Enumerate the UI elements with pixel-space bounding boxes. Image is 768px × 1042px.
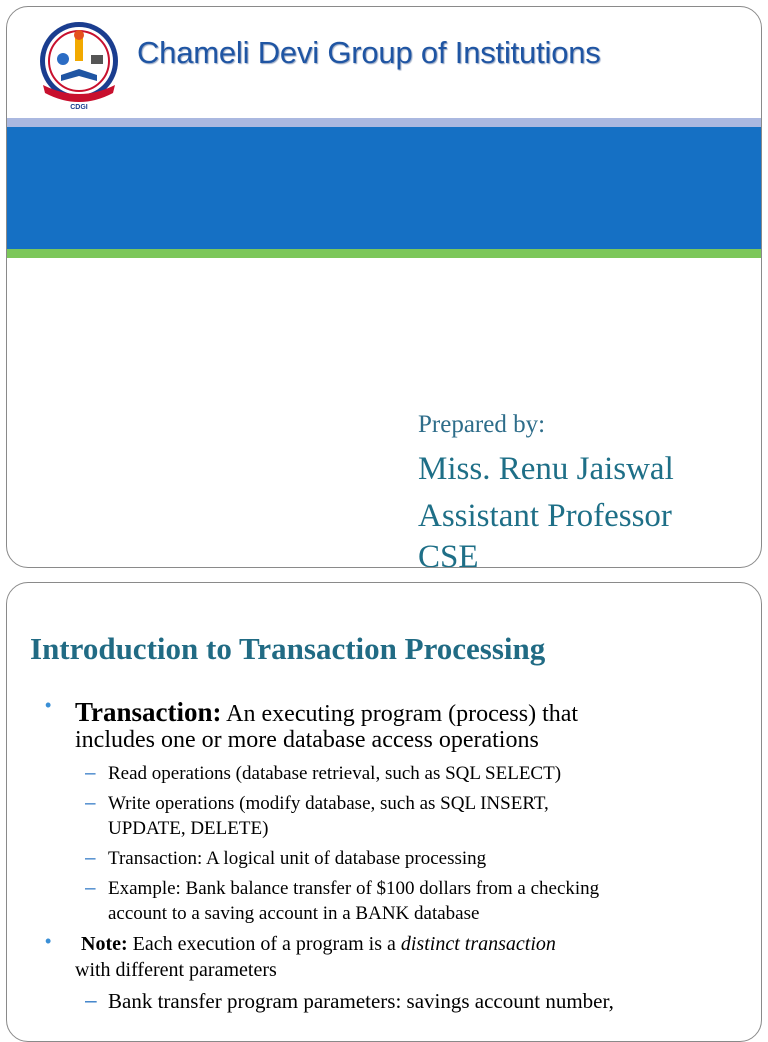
sub-item-parameters: Bank transfer program parameters: savings account number, (108, 989, 614, 1013)
bullet-text: An executing program (process) that (221, 701, 579, 727)
bullet-term: Transaction: (75, 697, 222, 727)
sub-item-write: Write operations (modify database, such as SQL INSERT, (108, 793, 549, 814)
sub-item-logical-unit: Transaction: A logical unit of database processing (108, 848, 487, 869)
institution-logo (33, 19, 125, 111)
note-emphasis: distinct transaction (400, 933, 556, 955)
dash-marker: – (85, 989, 97, 1012)
sub-item-write-continued: UPDATE, DELETE) (108, 818, 269, 839)
slide-title: Introduction to Transaction Processing (30, 631, 546, 666)
header-band-green (7, 249, 761, 258)
dash-marker: – (85, 793, 96, 814)
bullet-text-continued: includes one or more database access operations (75, 727, 539, 753)
sub-item-example-continued: account to a saving account in a BANK database (108, 903, 480, 924)
bullet-dot: • (45, 695, 52, 715)
dash-marker: – (85, 878, 96, 899)
header-band-light (7, 118, 761, 127)
content-slide (6, 582, 762, 1042)
logo-abbr: CDGI (70, 104, 88, 111)
prepared-by-label: Prepared by: (418, 411, 546, 438)
bullet-dot: • (45, 931, 52, 951)
bullet-note (81, 933, 556, 956)
presenter-designation: Assistant Professor (418, 498, 672, 534)
institution-name: Chameli Devi Group of Institutions (137, 35, 601, 70)
header-band-blue (7, 127, 761, 249)
note-text-continued: with different parameters (75, 959, 277, 981)
sub-item-read: Read operations (database retrieval, such as SQL SELECT) (108, 763, 562, 784)
note-term: Note: (81, 933, 128, 955)
dash-marker: – (85, 848, 96, 869)
title-slide (6, 6, 762, 568)
sub-item-example: Example: Bank balance transfer of $100 dollars from a checking (108, 878, 600, 899)
note-text: Each execution of a program is a (127, 933, 401, 955)
dash-marker: – (85, 763, 96, 784)
bullet-transaction (75, 697, 578, 728)
presenter-name: Miss. Renu Jaiswal (418, 451, 674, 487)
presenter-department: CSE (418, 539, 479, 568)
